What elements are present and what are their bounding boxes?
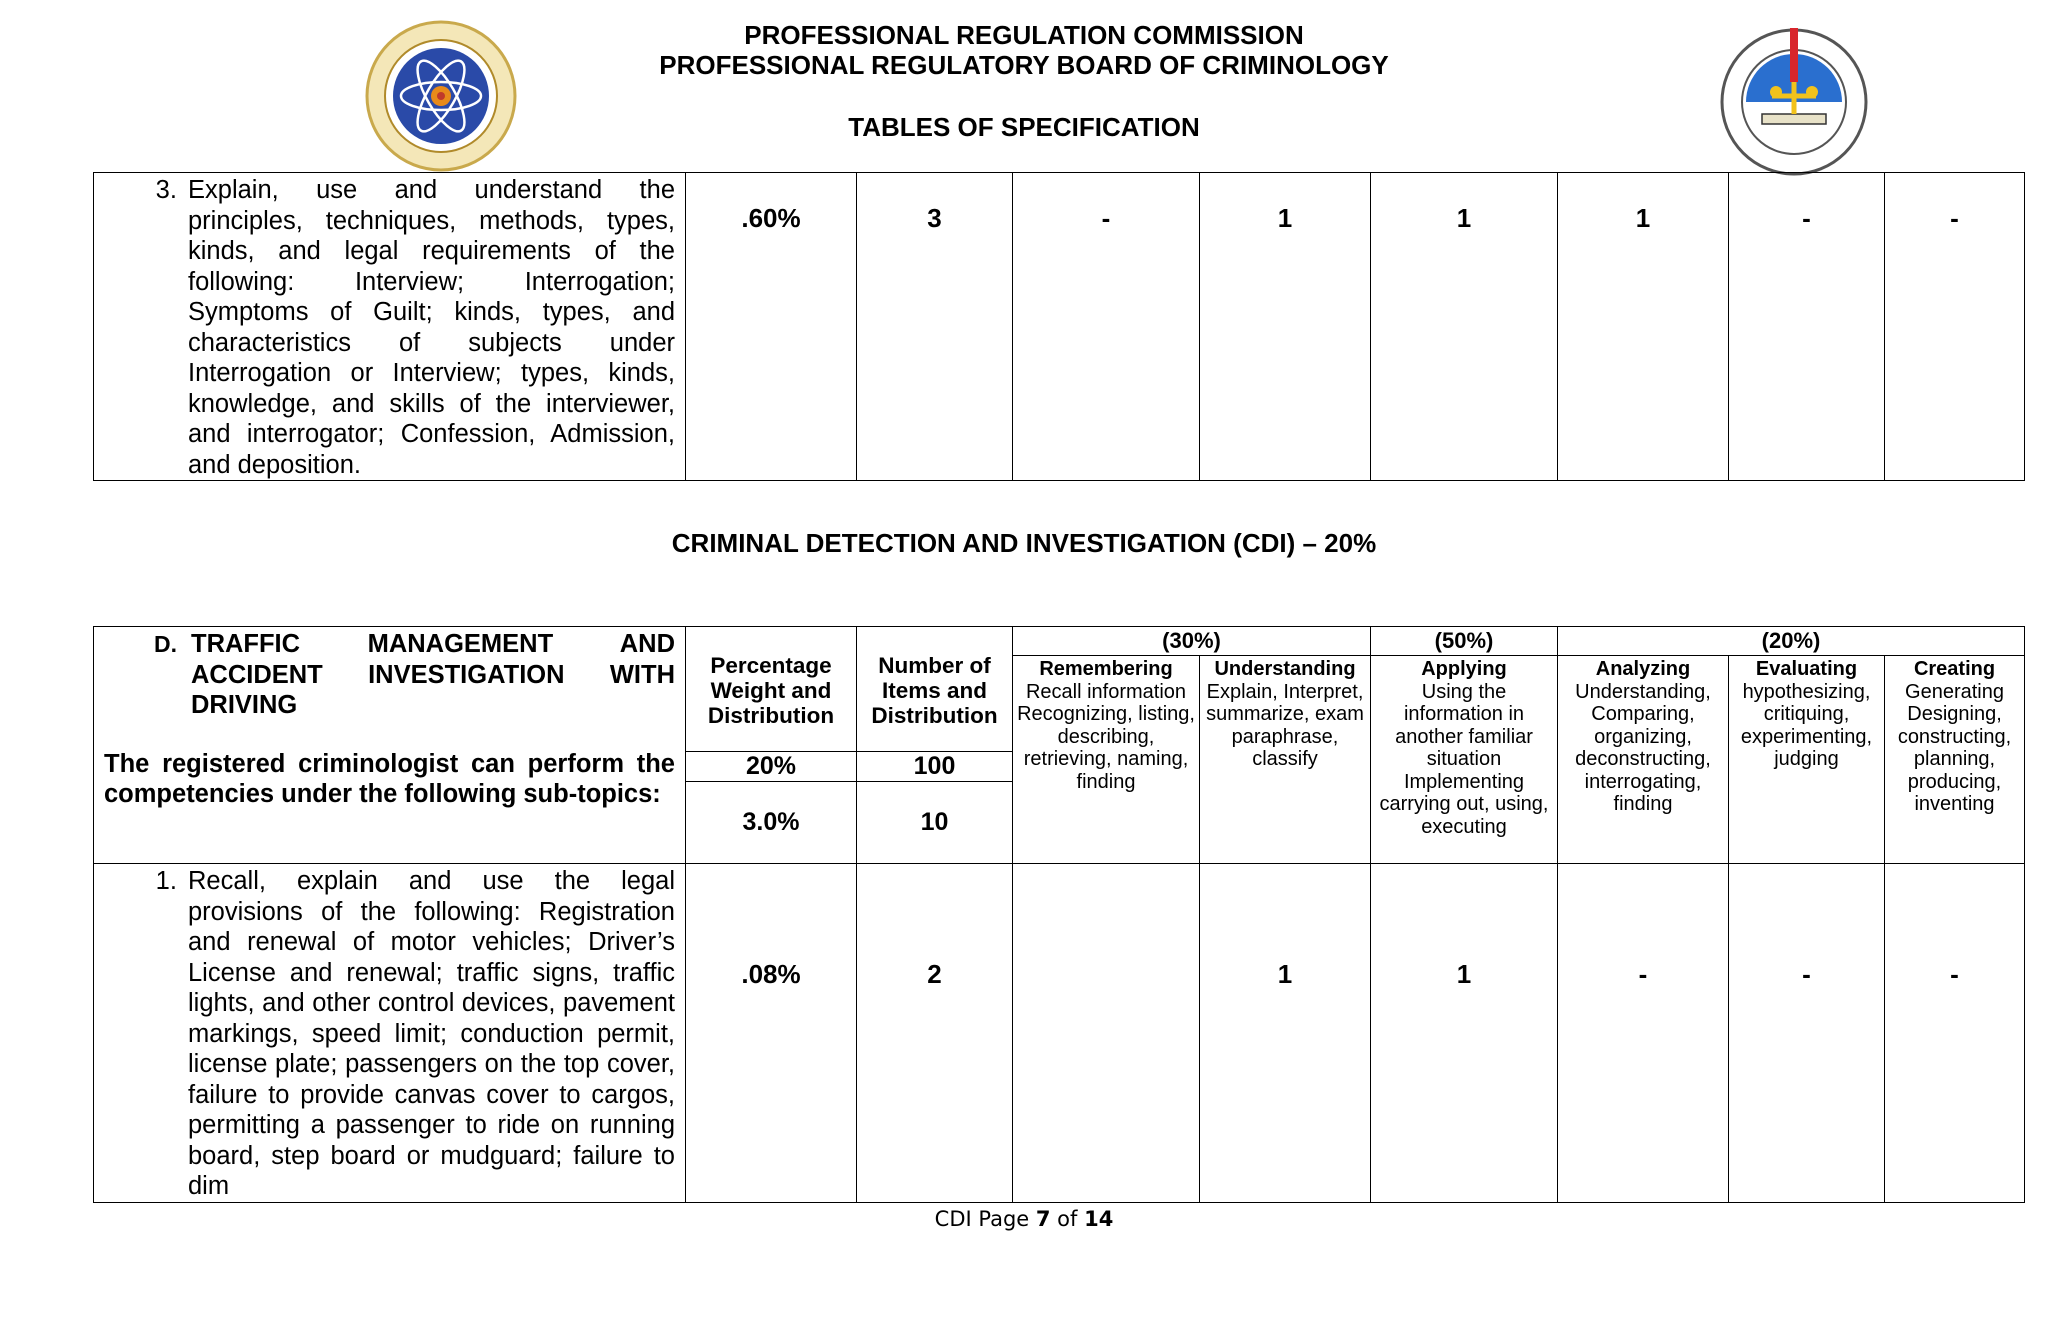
evaluating-cell: - (1729, 864, 1885, 1203)
creating-header (1885, 656, 2025, 864)
percentage-cell: .08% (686, 864, 857, 1203)
analyzing-cell: - (1558, 864, 1729, 1203)
objective-cell (94, 173, 686, 481)
percentage-cell: .60% (686, 173, 857, 481)
page-footer (0, 1207, 2048, 1231)
remembering-desc: Recall information Recognizing, listing, describing, retrieving, naming, finding (1017, 680, 1195, 793)
footer-total-pages: 14 (1084, 1207, 1114, 1231)
objective-text: 3. Explain, use and understand the principles, techniques, methods, types, kinds, and legal requirements of the following: Interview; Interrogation; Symptoms of Guilt; kinds, types, and characteristics of subjects under Interrogation or Interview; types, kinds, knowledge, and skills of the interviewer, and interrogator; Confession, Admission, and deposition. (184, 175, 675, 480)
creating-cell: - (1885, 864, 2025, 1203)
level-50-header: (50%) (1371, 627, 1558, 656)
analyzing-desc: Understanding, Comparing, organizing, deconstructing, interrogating, finding (1575, 680, 1711, 815)
remembering-cell (1013, 864, 1200, 1203)
creating-desc: Generating Designing, constructing, planning, producing, inventing (1897, 680, 2012, 815)
creating-title: Creating (1913, 658, 1996, 680)
understanding-header (1200, 656, 1371, 864)
items-header: Number of Items and Distribution (857, 627, 1013, 752)
topic-title-line1: TRAFFIC MANAGEMENT AND (191, 630, 675, 658)
analyzing-header (1558, 656, 1729, 864)
footer-page-number: 7 (1035, 1207, 1051, 1231)
total-items: 100 (857, 752, 1013, 782)
analyzing-cell: 1 (1558, 173, 1729, 481)
level-20-header: (20%) (1558, 627, 2025, 656)
evaluating-header (1729, 656, 1885, 864)
header-board: PROFESSIONAL REGULATORY BOARD OF CRIMINOLOGY (659, 50, 1389, 80)
cdi-spec-table (93, 626, 2025, 1203)
understanding-cell: 1 (1200, 173, 1371, 481)
evaluating-desc: hypothesizing, critiquing, experimenting, judging (1740, 680, 1873, 770)
remembering-title: Remembering (1039, 658, 1173, 680)
understanding-cell: 1 (1200, 864, 1371, 1203)
items-cell: 2 (857, 864, 1013, 1203)
total-weight: 20% (686, 752, 857, 782)
understanding-title: Understanding (1214, 658, 1356, 680)
evaluating-cell: - (1729, 173, 1885, 481)
topic-title-line3: DRIVING (191, 691, 298, 719)
topic-items: 10 (857, 782, 1013, 864)
applying-cell: 1 (1371, 173, 1558, 481)
subtopic-intro: The registered criminologist can perform the competencies under the following sub-topics: (104, 749, 675, 808)
applying-cell: 1 (1371, 864, 1558, 1203)
topic-title-line2: ACCIDENT INVESTIGATION WITH (191, 660, 675, 689)
topic-header-cell (94, 627, 686, 864)
header-commission: PROFESSIONAL REGULATION COMMISSION (744, 20, 1304, 50)
footer-prefix: CDI Page (934, 1207, 1036, 1231)
applying-desc: Using the information in another familiar situation Implementing carrying out, using, executing (1379, 680, 1549, 838)
topic-weight: 3.0% (686, 782, 857, 864)
footer-middle: of (1050, 1207, 1085, 1231)
weight-header: Percentage Weight and Distribution (686, 627, 857, 752)
criminology-board-seal-logo (1718, 18, 1870, 178)
top-spec-table (93, 172, 2025, 481)
items-cell: 3 (857, 173, 1013, 481)
evaluating-title: Evaluating (1755, 658, 1858, 680)
table-row (94, 864, 2025, 1203)
remembering-header (1013, 656, 1200, 864)
topic-letter: D. (154, 631, 177, 657)
section-title: CRIMINAL DETECTION AND INVESTIGATION (CDI) – 20% (671, 528, 1377, 558)
table-row (94, 173, 2025, 481)
objective-cell (94, 864, 686, 1203)
level-header-row (94, 627, 2025, 656)
objective-text: 1. Recall, explain and use the legal provisions of the following: Registration and renewal of motor vehicles; Driver’s License and renewal; traffic signs, traffic lights, and other control devices, pavement markings, speed limit; conduction permit, license plate; passengers on the top cover, failure to provide canvas cover to cargos, permitting a passenger to ride on running board, step board or mudguard; failure to dim (184, 866, 675, 1202)
prc-seal-logo (365, 20, 517, 172)
applying-title: Applying (1421, 658, 1507, 680)
applying-header (1371, 656, 1558, 864)
remembering-cell: - (1013, 173, 1200, 481)
analyzing-title: Analyzing (1595, 658, 1691, 680)
creating-cell: - (1885, 173, 2025, 481)
level-30-header: (30%) (1013, 627, 1371, 656)
header-tos: TABLES OF SPECIFICATION (848, 112, 1200, 142)
understanding-desc: Explain, Interpret, summarize, exam paraphrase, classify (1206, 680, 1364, 770)
